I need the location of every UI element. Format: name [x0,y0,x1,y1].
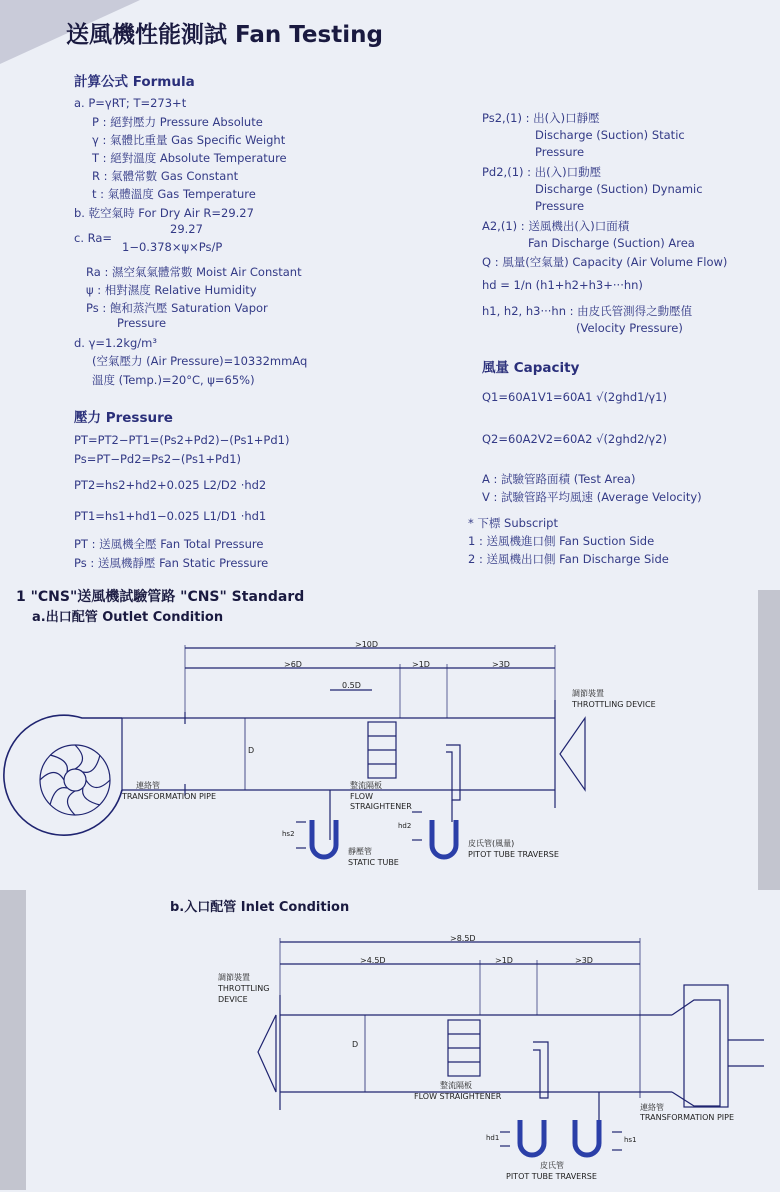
label-straightener-en1: FLOW [350,792,373,801]
formula-line: Pressure [117,316,167,330]
label-throttling-cn: 調節裝置 [572,689,604,698]
formula-ra-label: c. Ra= [74,231,113,245]
formula-line: d. γ=1.2kg/m³ [74,336,157,350]
dim-outlet-1d: >1D [412,660,430,669]
label-hs1: hs1 [624,1136,637,1144]
pressure-line: PT : 送風機全壓 Fan Total Pressure [74,537,264,551]
right-line: Fan Discharge (Suction) Area [528,236,695,250]
formula-line: t : 氣體溫度 Gas Temperature [92,187,256,201]
dim-outlet-10d: >10D [355,640,379,649]
dim-inlet-45d: >4.5D [360,956,386,965]
label-inlet-straightener-cn: 整流隔板 [440,1081,472,1090]
dim-outlet-6d: >6D [284,660,302,669]
right-line: Ps2,(1) : 出(入)口靜壓 [482,111,600,125]
formula-ra-denominator: 1−0.378×ψ×Ps/P [122,240,223,254]
formula-ra-numerator: 29.27 [170,222,203,236]
side-band-right [758,590,780,890]
dim-outlet-3d: >3D [492,660,510,669]
capacity-line: A : 試驗管路面積 (Test Area) [482,472,636,486]
right-line: Q : 風量(空氣量) Capacity (Air Volume Flow) [482,255,728,269]
formula-line: ψ : 相對濕度 Relative Humidity [86,283,257,297]
pressure-line: PT1=hs1+hd1−0.025 L1/D1 ·hd1 [74,509,267,523]
pressure-line: PT2=hs2+hd2+0.025 L2/D2 ·hd2 [74,478,267,492]
label-hs2: hs2 [282,830,295,838]
label-inlet-throttling-cn: 調節裝置 [218,973,250,982]
side-band-left [0,890,26,1190]
label-inlet-pitot-en: PITOT TUBE TRAVERSE [506,1172,597,1181]
right-line: Pressure [535,145,585,159]
pressure-line: PT=PT2−PT1=(Ps2+Pd2)−(Ps1+Pd1) [74,433,290,447]
inlet-title: b.入口配管 Inlet Condition [170,900,350,915]
label-straightener-en2: STRAIGHTENER [350,802,412,811]
formula-line: 溫度 (Temp.)=20°C, ψ=65%) [92,373,255,387]
label-inlet-transformation-en: TRANSFORMATION PIPE [640,1113,734,1122]
dim-outlet-d: D [248,746,255,755]
formula-line: P : 絕對壓力 Pressure Absolute [92,115,263,129]
formula-line: b. 乾空氣時 For Dry Air R=29.27 [74,206,254,220]
formula-line: γ : 氣體比重量 Gas Specific Weight [92,133,286,147]
inlet-diagram [258,938,764,1155]
formula-line: a. P=γRT; T=273+t [74,96,187,110]
cns-title: 1 "CNS"送風機試驗管路 "CNS" Standard [16,589,305,605]
dim-inlet-1d: >1D [495,956,513,965]
label-hd1: hd1 [486,1134,500,1142]
label-hd2: hd2 [398,822,412,830]
capacity-heading: 風量 Capacity [482,360,580,376]
label-throttling-en: THROTTLING DEVICE [572,700,656,709]
right-line: Pressure [535,199,585,213]
label-inlet-straightener-en: FLOW STRAIGHTENER [414,1092,502,1101]
right-line: Pd2,(1) : 出(入)口動壓 [482,165,602,179]
formula-line: R : 氣體常數 Gas Constant [92,169,239,183]
outlet-diagram [4,645,585,857]
pressure-line: Ps : 送風機靜壓 Fan Static Pressure [74,556,269,570]
capacity-line: V : 試驗管路平均風速 (Average Velocity) [482,490,702,504]
dim-inlet-3d: >3D [575,956,593,965]
label-straightener-cn: 整流隔板 [350,781,382,790]
right-line: A2,(1) : 送風機出(入)口面積 [482,219,630,233]
capacity-line: Q1=60A1V1=60A1 √(2ghd1/γ1) [482,390,667,404]
outlet-title: a.出口配管 Outlet Condition [32,610,224,625]
label-static-tube-cn: 靜壓管 [348,847,372,856]
capacity-line: Q2=60A2V2=60A2 √(2ghd2/γ2) [482,432,667,446]
formula-line: (空氣壓力 (Air Pressure)=10332mmAq [92,354,308,368]
label-inlet-throttling-en1: THROTTLING [218,984,270,993]
label-inlet-pitot-cn: 皮氏管 [540,1161,564,1170]
pressure-heading: 壓力 Pressure [74,410,173,426]
dim-inlet-85d: >8.5D [450,934,476,943]
formula-line: Ra : 濕空氣氣體常數 Moist Air Constant [86,265,302,279]
label-inlet-throttling-en2: DEVICE [218,995,248,1004]
formula-line: Ps : 飽和蒸汽壓 Saturation Vapor [86,301,268,315]
pressure-line: Ps=PT−Pd2=Ps2−(Ps1+Pd1) [74,452,242,466]
page-title: 送風機性能測試 Fan Testing [66,22,383,48]
right-line: Discharge (Suction) Dynamic [535,182,703,196]
capacity-line: 1 : 送風機進口側 Fan Suction Side [468,534,655,548]
right-line: (Velocity Pressure) [576,321,683,335]
right-line: hd = 1/n (h1+h2+h3+···hn) [482,278,643,292]
dim-inlet-d: D [352,1040,359,1049]
label-transformation-en: TRANSFORMATION PIPE [122,792,216,801]
label-pitot-cn: 皮氏管(風量) [468,839,515,848]
formula-line: T : 絕對溫度 Absolute Temperature [92,151,287,165]
label-pitot-en: PITOT TUBE TRAVERSE [468,850,559,859]
formula-heading: 計算公式 Formula [74,74,195,90]
capacity-line: * 下標 Subscript [468,516,558,530]
label-static-tube-en: STATIC TUBE [348,858,399,867]
right-line: Discharge (Suction) Static [535,128,685,142]
right-line: h1, h2, h3···hn : 由皮氏管測得之動壓值 [482,304,693,318]
label-inlet-transformation-cn: 連絡管 [640,1103,664,1112]
capacity-line: 2 : 送風機出口側 Fan Discharge Side [468,552,669,566]
dim-outlet-05d: 0.5D [342,681,361,690]
label-transformation-cn: 連絡管 [136,781,160,790]
